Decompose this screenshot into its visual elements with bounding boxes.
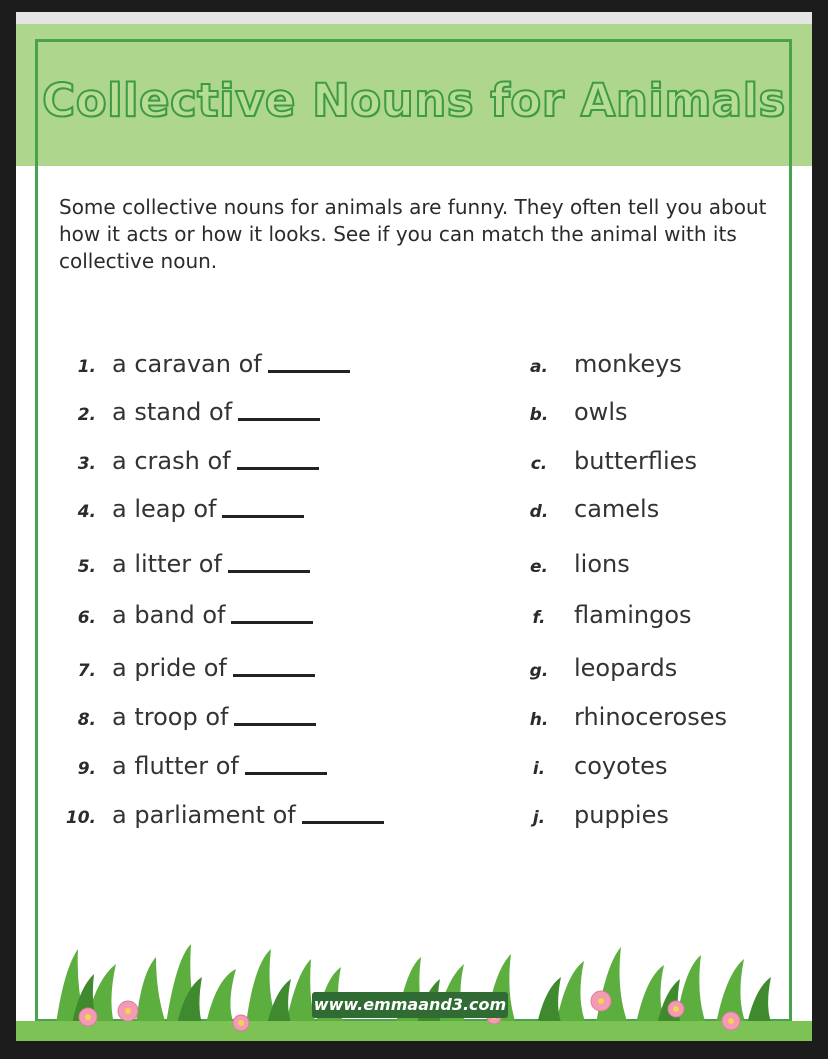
item-number: 1. xyxy=(77,357,96,377)
item-number: 9. xyxy=(77,759,96,779)
grass-border-illustration xyxy=(16,929,812,1041)
intro-paragraph: Some collective nouns for animals are funny. They often tell you about how it acts or how it looks. See if you can match the animal with its collective noun. xyxy=(59,195,767,273)
answer-blank xyxy=(234,723,316,726)
item-phrase: a troop of xyxy=(112,703,229,731)
left-item xyxy=(56,648,315,688)
item-phrase: a caravan of xyxy=(112,350,262,378)
item-animal: lions xyxy=(574,550,630,578)
item-number: 2. xyxy=(77,405,96,425)
right-item xyxy=(528,648,677,688)
item-letter: b. xyxy=(529,405,549,425)
left-item xyxy=(56,489,304,529)
item-number: 7. xyxy=(77,661,96,681)
item-phrase: a crash of xyxy=(112,447,231,475)
answer-blank xyxy=(231,621,313,624)
answer-blank xyxy=(233,674,315,677)
answer-blank xyxy=(228,570,310,573)
right-item xyxy=(528,795,669,835)
item-number: 5. xyxy=(77,557,96,577)
right-item xyxy=(528,544,630,584)
item-animal: puppies xyxy=(574,801,669,829)
right-item xyxy=(528,595,692,635)
item-phrase: a band of xyxy=(112,601,226,629)
item-letter: j. xyxy=(532,808,546,828)
left-item xyxy=(56,795,384,835)
item-letter: i. xyxy=(532,759,546,779)
item-phrase: a flutter of xyxy=(112,752,239,780)
left-item xyxy=(56,544,310,584)
item-animal: leopards xyxy=(574,654,678,682)
right-item xyxy=(528,697,727,737)
answer-blank xyxy=(238,418,320,421)
item-animal: owls xyxy=(574,398,628,426)
right-item xyxy=(528,441,697,481)
item-phrase: a litter of xyxy=(112,550,222,578)
right-item xyxy=(528,392,627,432)
item-number: 8. xyxy=(77,710,96,730)
page-frame xyxy=(35,39,792,1022)
answer-blank xyxy=(302,821,384,824)
item-letter: e. xyxy=(530,557,548,577)
left-item xyxy=(56,697,316,737)
item-letter: g. xyxy=(529,661,549,681)
item-number: 6. xyxy=(77,608,96,628)
item-phrase: a stand of xyxy=(112,398,233,426)
item-letter: a. xyxy=(530,357,548,377)
item-letter: h. xyxy=(529,710,549,730)
left-item xyxy=(56,441,319,481)
item-number: 4. xyxy=(77,502,96,522)
item-animal: flamingos xyxy=(574,601,692,629)
worksheet-page xyxy=(16,24,812,1041)
item-animal: camels xyxy=(574,495,660,523)
right-item xyxy=(528,489,659,529)
viewer-top-bar xyxy=(16,12,812,24)
right-item xyxy=(528,344,682,384)
item-number: 10. xyxy=(65,808,96,828)
item-letter: c. xyxy=(530,454,548,474)
item-phrase: a pride of xyxy=(112,654,227,682)
right-item xyxy=(528,746,667,786)
item-letter: d. xyxy=(529,502,549,522)
website-url-link[interactable]: www.emmaand3.com xyxy=(312,992,508,1018)
answer-blank xyxy=(237,467,319,470)
item-phrase: a leap of xyxy=(112,495,217,523)
left-item xyxy=(56,344,350,384)
item-animal: butterflies xyxy=(574,447,697,475)
left-item xyxy=(56,746,327,786)
answer-blank xyxy=(245,772,327,775)
item-letter: f. xyxy=(532,608,546,628)
item-animal: monkeys xyxy=(574,350,682,378)
item-animal: rhinoceroses xyxy=(574,703,727,731)
item-number: 3. xyxy=(77,454,96,474)
left-item xyxy=(56,392,320,432)
left-item xyxy=(56,595,313,635)
answer-blank xyxy=(268,370,350,373)
worksheet-title: Collective Nouns for Animals xyxy=(42,74,786,127)
item-animal: coyotes xyxy=(574,752,668,780)
item-phrase: a parliament of xyxy=(112,801,296,829)
answer-blank xyxy=(222,515,304,518)
